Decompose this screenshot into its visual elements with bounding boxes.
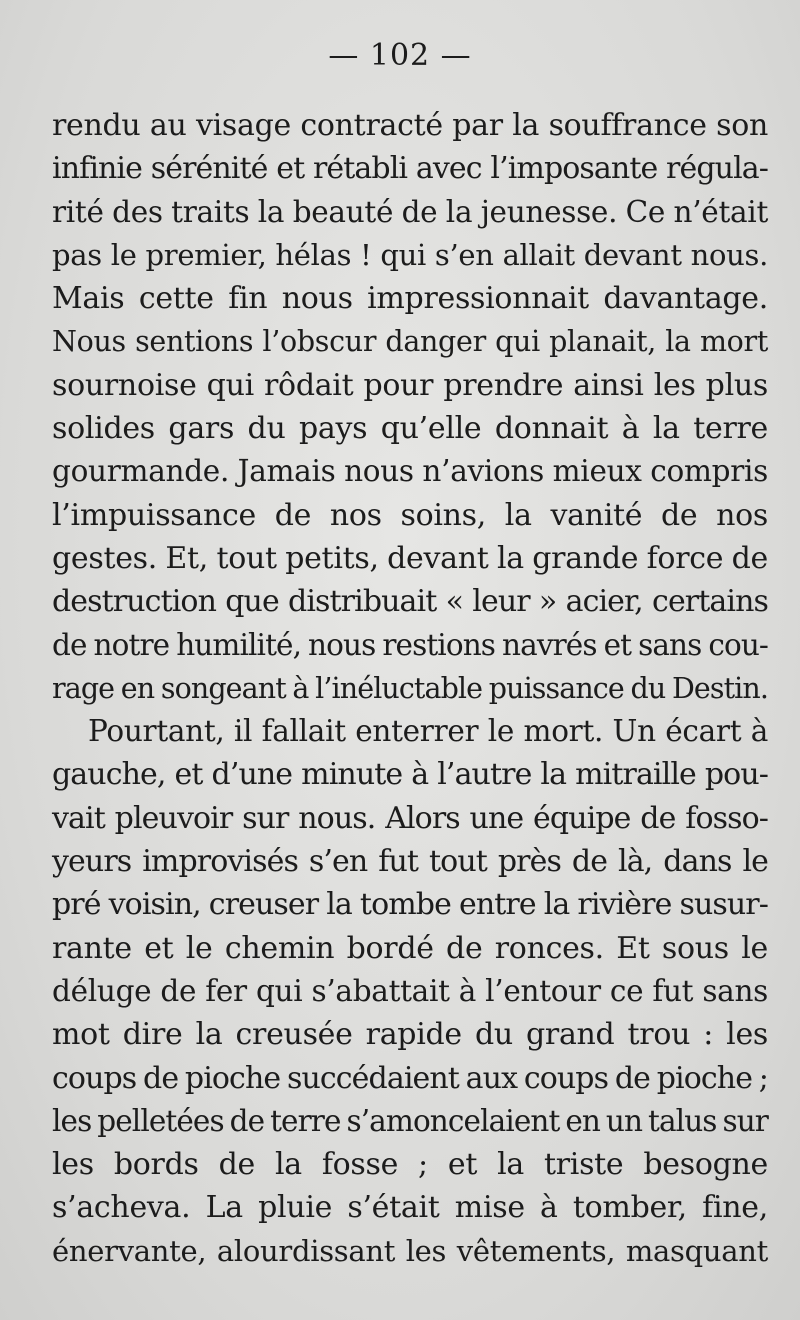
- text-line: énervante, alourdissant les vêtements, masquant: [52, 1233, 768, 1268]
- text-line: les bords de la fosse ; et la triste besogne: [52, 1147, 768, 1183]
- text-line: gauche, et d’une minute à l’autre la mitraille pou-: [52, 757, 768, 793]
- text-line: vait pleuvoir sur nous. Alors une équipe de fosso-: [52, 800, 768, 836]
- text-line: solides gars du pays qu’elle donnait à la terre: [52, 411, 768, 447]
- text-line: rage en songeant à l’inéluctable puissance du Destin.: [52, 671, 768, 705]
- text-line: s’acheva. La pluie s’était mise à tomber, fine,: [52, 1190, 768, 1226]
- text-line: coups de pioche succédaient aux coups de pioche ;: [52, 1060, 768, 1096]
- text-line: destruction que distribuait « leur » acier, certains: [52, 584, 768, 620]
- page-number: — 102 —: [328, 38, 472, 73]
- text-line: de notre humilité, nous restions navrés et sans cou-: [52, 627, 768, 662]
- text-line: Mais cette fin nous impressionnait davantage.: [52, 281, 768, 317]
- text-line: gestes. Et, tout petits, devant la grande force de: [52, 540, 768, 576]
- text-line: sournoise qui rôdait pour prendre ainsi les plus: [52, 367, 768, 403]
- text-line: yeurs improvisés s’en fut tout près de là, dans le: [52, 844, 768, 880]
- text-line: mot dire la creusée rapide du grand trou : les: [52, 1017, 768, 1053]
- text-line: déluge de fer qui s’abattait à l’entour ce fut sans: [52, 973, 768, 1008]
- text-line: pré voisin, creuser la tombe entre la rivière susur-: [52, 887, 768, 923]
- text-line: l’impuissance de nos soins, la vanité de nos: [52, 497, 768, 533]
- text-line: gourmande. Jamais nous n’avions mieux compris: [52, 454, 768, 489]
- text-line: rité des traits la beauté de la jeunesse. Ce n’était: [52, 194, 768, 229]
- text-line: infinie sérénité et rétabli avec l’imposante régula-: [52, 151, 768, 187]
- body-text: [52, 104, 768, 1273]
- text-line: Nous sentions l’obscur danger qui planait, la mort: [52, 325, 768, 359]
- text-line: pas le premier, hélas ! qui s’en allait devant nous.: [52, 237, 768, 272]
- text-line: les pelletées de terre s’amoncelaient en un talus sur: [52, 1103, 768, 1138]
- text-line: rante et le chemin bordé de ronces. Et sous le: [52, 930, 768, 966]
- paragraph-first-line: Pourtant, il fallait enterrer le mort. Un écart à: [88, 714, 768, 749]
- text-line: rendu au visage contracté par la souffrance son: [52, 108, 768, 143]
